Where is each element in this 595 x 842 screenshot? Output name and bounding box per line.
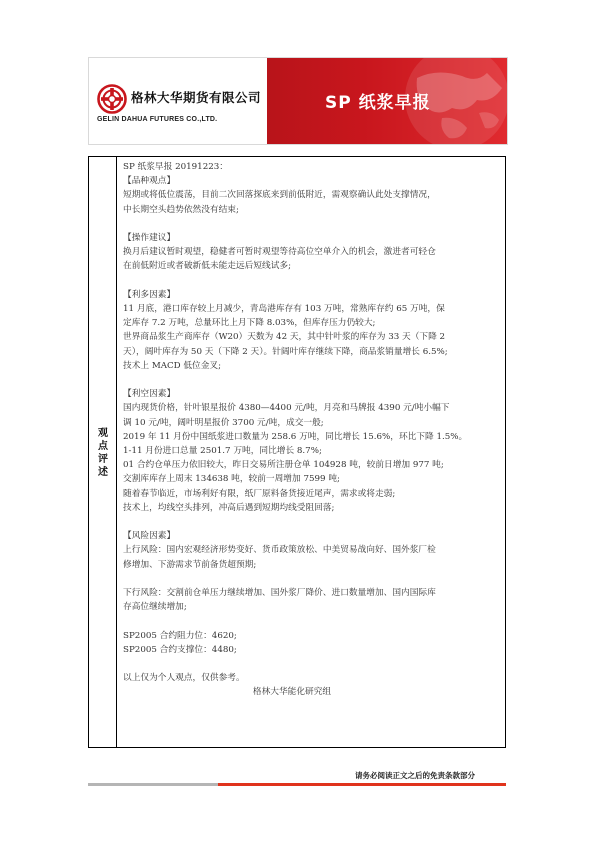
text-line: 换月后建议暂时观望，稳健者可暂时观望等待高位空单介入的机会，激进者可轻仓 <box>123 247 436 258</box>
text-line: 存高位继续增加; <box>123 602 187 613</box>
commentary-cell <box>123 160 501 700</box>
text-line: 在前低附近或者破新低未能走远后短线试多; <box>123 261 291 272</box>
footer-rule-gray <box>88 783 218 786</box>
bearish-heading: 【利空因素】 <box>123 389 176 400</box>
company-emblem-icon <box>97 84 127 114</box>
footer-rule-red <box>218 783 506 786</box>
report-title: SP 纸浆早报 <box>325 93 431 113</box>
research-team: 格林大华能化研究组 <box>252 687 332 698</box>
text-line: 技术上，均线空头排列，冲高后遇到短期均线受阻回落; <box>123 502 335 513</box>
text-line: 中长期空头趋势依然没有结束; <box>123 204 239 215</box>
text-line: 短期或将低位震荡，目前二次回落探底来到前低附近，需观察确认此处支撑情况， <box>123 190 436 201</box>
section-label: 观 点 评 述 <box>98 428 108 478</box>
content-table <box>88 156 506 748</box>
support-level: SP2005 合约支撑位：4480; <box>123 644 237 655</box>
operation-heading: 【操作建议】 <box>123 233 176 243</box>
company-logo <box>97 84 262 134</box>
report-date-line: SP 纸浆早报 20191223： <box>123 162 228 172</box>
text-line: 技术上 MACD 低位金叉; <box>123 360 222 371</box>
text-line: 世界商品浆生产商库存（W20）天数为 42 天，其中针叶浆的库存为 33 天（下降 2 <box>123 332 446 343</box>
footer-rule <box>88 783 506 786</box>
text-line: 下行风险：交割前仓单压力继续增加、国外浆厂降价、进口数量增加、国内国际库 <box>123 588 436 599</box>
company-name-cn: 格林大华期货有限公司 <box>131 90 262 105</box>
text-line: 随着春节临近，市场利好有限，纸厂原料备货接近尾声，需求或将走弱; <box>123 488 396 499</box>
risk-heading: 【风险因素】 <box>123 531 176 542</box>
text-line: 1-11 月份进口总量 2501.7 万吨，同比增长 8.7%; <box>123 446 322 457</box>
section-label-cell <box>89 157 117 747</box>
variety-view-heading: 【品种观点】 <box>123 176 176 187</box>
closing-note: 以上仅为个人观点，仅供参考。 <box>123 673 245 684</box>
text-line: 上行风险：国内宏观经济形势变好、货币政策放松、中美贸易战向好、国外浆厂检 <box>123 545 436 556</box>
resistance-level: SP2005 合约阻力位：4620; <box>123 630 237 641</box>
disclaimer-note: 请务必阅读正文之后的免责条款部分 <box>355 771 475 780</box>
company-name-en: GELIN DAHUA FUTURES CO.,LTD. <box>97 116 218 123</box>
text-line: 国内现货价格，针叶银星报价 4380—4400 元/吨，月亮和马牌报 4390 元/吨小幅下 <box>123 403 450 414</box>
text-line: 定库存 7.2 万吨，总量环比上月下降 8.03%，但库存压力仍较大; <box>123 318 376 329</box>
text-line: 2019 年 11 月份中国纸浆进口数量为 258.6 万吨，同比增长 15.6%，环比下降 1.5%。 <box>123 431 468 442</box>
text-line: 天），阔叶库存为 50 天（下降 2 天）。针阔叶库存继续下降，商品浆销量增长 6.5%; <box>123 346 448 357</box>
text-line: 01 合约仓单压力依旧较大，昨日交易所注册仓单 104928 吨，较前日增加 977 吨; <box>123 460 444 471</box>
text-line: 11 月底，港口库存较上月减少，青岛港库存有 103 万吨，常熟库存约 65 万吨，保 <box>123 304 445 314</box>
text-line: 交割库库存上周末 134638 吨，较前一周增加 7599 吨; <box>123 474 340 485</box>
header-banner <box>88 57 508 145</box>
bullish-heading: 【利多因素】 <box>123 289 176 300</box>
text-line: 修增加、下游需求节前备货超预期; <box>123 559 257 570</box>
text-line: 调 10 元/吨，阔叶明星报价 3700 元/吨，成交一般; <box>123 417 324 428</box>
